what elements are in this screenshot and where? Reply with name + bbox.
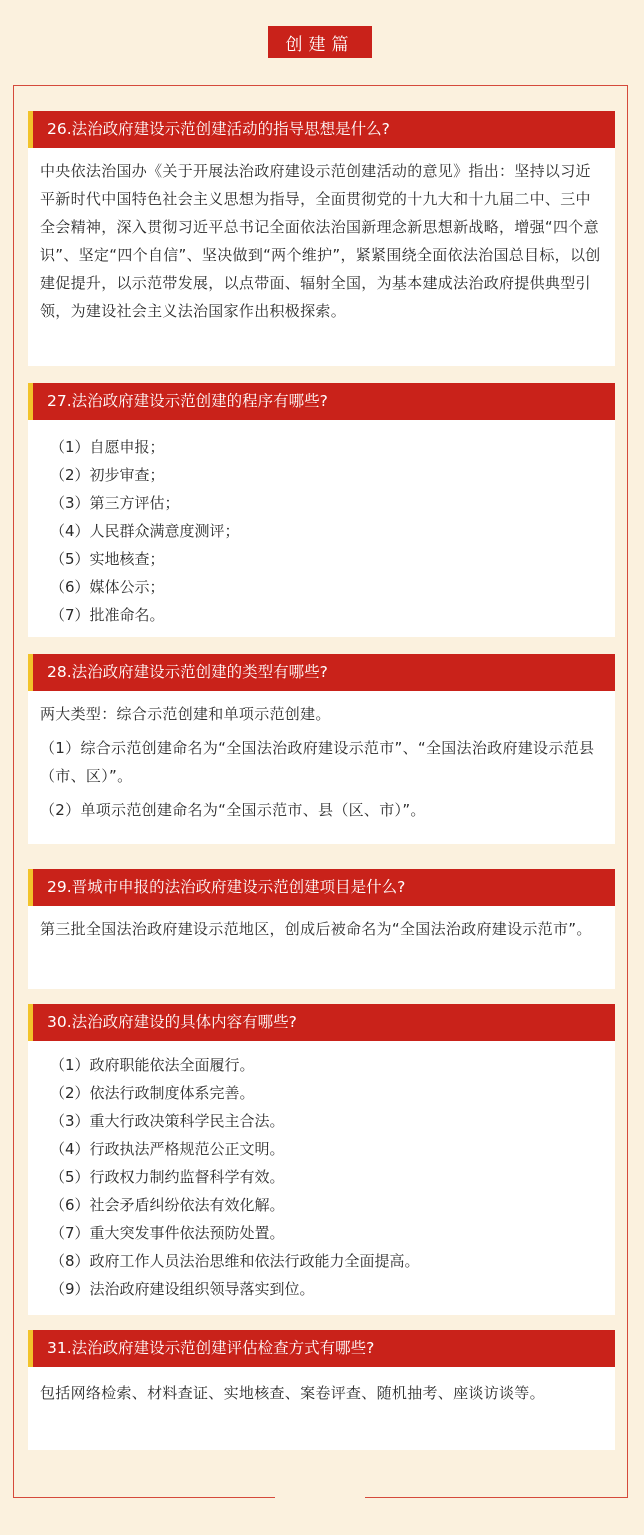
- answer-paragraph: 两大类型：综合示范创建和单项示范创建。: [40, 705, 331, 723]
- list-item: （7）重大突发事件依法预防处置。: [50, 1224, 285, 1242]
- list-item: （6）媒体公示；: [50, 578, 165, 596]
- answer-paragraph: 中央依法治国办《关于开展法治政府建设示范创建活动的意见》指出：坚持以习近平新时代中国特色社会主义思想为指导，全面贯彻党的十九大和十九届二中、三中全会精神，深入贯彻习近平总书记全面依法治国新理念新思想新战略，增强“四个意识”、坚定“四个自信”、坚决做到“两个维护”，紧紧围绕全面依法治国总目标，以创建促提升，以示范带发展，以点带面、辐射全国，为基本建成法治政府提供典型引领，为建设社会主义法治国家作出积极探索。: [40, 162, 601, 320]
- list-item: （3）重大行政决策科学民主合法。: [50, 1112, 285, 1130]
- answer-body: [28, 420, 615, 629]
- question-title: 26.法治政府建设示范创建活动的指导思想是什么?: [28, 111, 615, 148]
- answer-paragraph: （1）综合示范创建命名为“全国法治政府建设示范市”、“全国法治政府建设示范县（市、区）”。: [40, 739, 595, 785]
- question-title: 29.晋城市申报的法治政府建设示范创建项目是什么?: [28, 869, 615, 906]
- section-title: 创建篇: [285, 34, 355, 55]
- qa-card-27: [28, 383, 615, 637]
- qa-card-30: [28, 1004, 615, 1315]
- frame-bottom-gap: [275, 1494, 365, 1502]
- qa-card-29: [28, 869, 615, 989]
- list-item: （6）社会矛盾纠纷依法有效化解。: [50, 1196, 285, 1214]
- answer-body: [28, 691, 615, 824]
- list-item: （5）实地核查；: [50, 550, 165, 568]
- question-title: 27.法治政府建设示范创建的程序有哪些?: [28, 383, 615, 420]
- answer-paragraph: 包括网络检索、材料查证、实地核查、案卷评查、随机抽考、座谈访谈等。: [40, 1384, 545, 1402]
- list-item: （2）依法行政制度体系完善。: [50, 1084, 255, 1102]
- list-item: （8）政府工作人员法治思维和依法行政能力全面提高。: [50, 1252, 420, 1270]
- list-item: （1）政府职能依法全面履行。: [50, 1056, 255, 1074]
- list-item: （1）自愿申报；: [50, 438, 165, 456]
- qa-card-26: [28, 111, 615, 366]
- question-title: 28.法治政府建设示范创建的类型有哪些?: [28, 654, 615, 691]
- answer-body: [28, 906, 615, 943]
- answer-body: [28, 1367, 615, 1407]
- qa-card-28: [28, 654, 615, 844]
- list-item: （9）法治政府建设组织领导落实到位。: [50, 1280, 315, 1298]
- answer-paragraph: （2）单项示范创建命名为“全国示范市、县（区、市）”。: [40, 801, 426, 819]
- list-item: （2）初步审查；: [50, 466, 165, 484]
- question-title: 30.法治政府建设的具体内容有哪些?: [28, 1004, 615, 1041]
- question-title: 31.法治政府建设示范创建评估检查方式有哪些?: [28, 1330, 615, 1367]
- answer-paragraph: 第三批全国法治政府建设示范地区，创成后被命名为“全国法治政府建设示范市”。: [40, 920, 592, 938]
- list-item: （4）行政执法严格规范公正文明。: [50, 1140, 285, 1158]
- answer-body: [28, 1041, 615, 1303]
- list-item: （4）人民群众满意度测评；: [50, 522, 240, 540]
- list-item: （3）第三方评估；: [50, 494, 180, 512]
- list-item: （7）批准命名。: [50, 606, 165, 624]
- list-item: （5）行政权力制约监督科学有效。: [50, 1168, 285, 1186]
- answer-body: [28, 148, 615, 325]
- qa-card-31: [28, 1330, 615, 1450]
- section-title-badge: [268, 26, 372, 58]
